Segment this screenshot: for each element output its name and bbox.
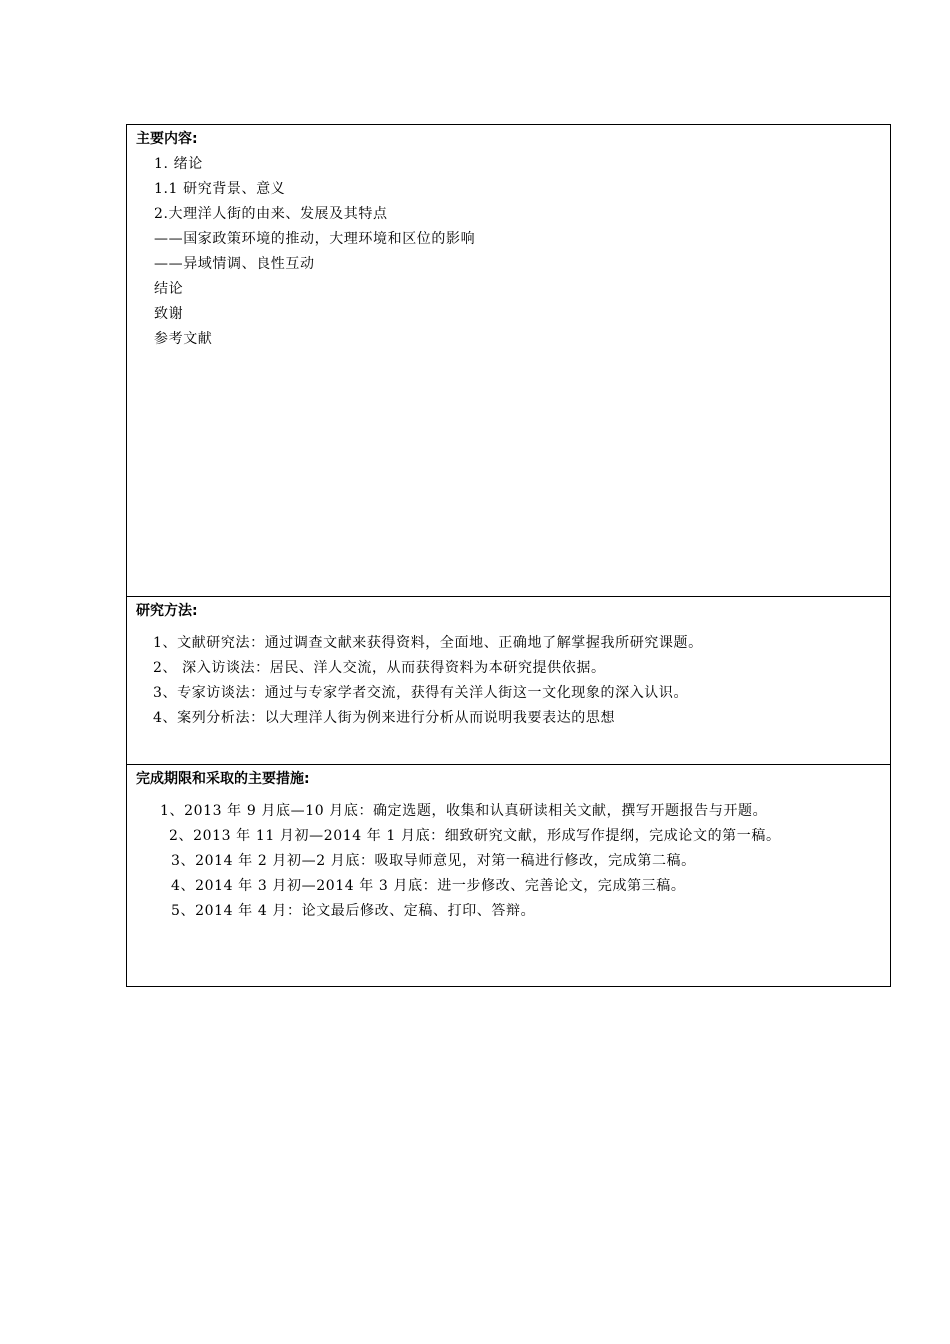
method-item: 2、 深入访谈法：居民、洋人交流，从而获得资料为本研究提供依据。 — [153, 660, 606, 676]
main-content-title: 主要内容: — [136, 131, 198, 147]
proposal-form-table — [126, 124, 891, 987]
schedule-item: 5、2014 年 4 月：论文最后修改、定稿、打印、答辩。 — [171, 903, 536, 919]
method-item: 1、文献研究法：通过调查文献来获得资料，全面地、正确地了解掌握我所研究课题。 — [153, 635, 703, 651]
outline-item: ——国家政策环境的推动，大理环境和区位的影响 — [154, 231, 476, 247]
outline-item: 1. 绪论 — [154, 156, 203, 172]
outline-item: ——异域情调、良性互动 — [154, 256, 315, 272]
method-item: 3、专家访谈法：通过与专家学者交流，获得有关洋人街这一文化现象的深入认识。 — [153, 685, 689, 701]
outline-item: 结论 — [154, 281, 184, 297]
outline-item: 1.1 研究背景、意义 — [154, 181, 286, 197]
outline-item: 参考文献 — [154, 331, 213, 347]
outline-item: 致谢 — [154, 306, 184, 322]
schedule-item: 3、2014 年 2 月初—2 月底：吸取导师意见，对第一稿进行修改，完成第二稿。 — [171, 853, 696, 869]
schedule-section — [127, 765, 890, 986]
main-content-section — [127, 125, 890, 597]
outline-item: 2.大理洋人街的由来、发展及其特点 — [154, 206, 388, 222]
schedule-item: 2、2013 年 11 月初—2014 年 1 月底：细致研究文献，形成写作提纲，完成论文的第一稿。 — [169, 828, 781, 844]
method-item: 4、案列分析法：以大理洋人街为例来进行分析从而说明我要表达的思想 — [153, 710, 616, 726]
research-methods-section — [127, 597, 890, 765]
research-methods-title: 研究方法: — [136, 603, 198, 619]
schedule-item: 1、2013 年 9 月底—10 月底：确定选题，收集和认真研读相关文献，撰写开题报告与开题。 — [160, 803, 768, 819]
schedule-title: 完成期限和采取的主要措施: — [136, 771, 310, 787]
schedule-item: 4、2014 年 3 月初—2014 年 3 月底：进一步修改、完善论文，完成第三稿。 — [171, 878, 686, 894]
